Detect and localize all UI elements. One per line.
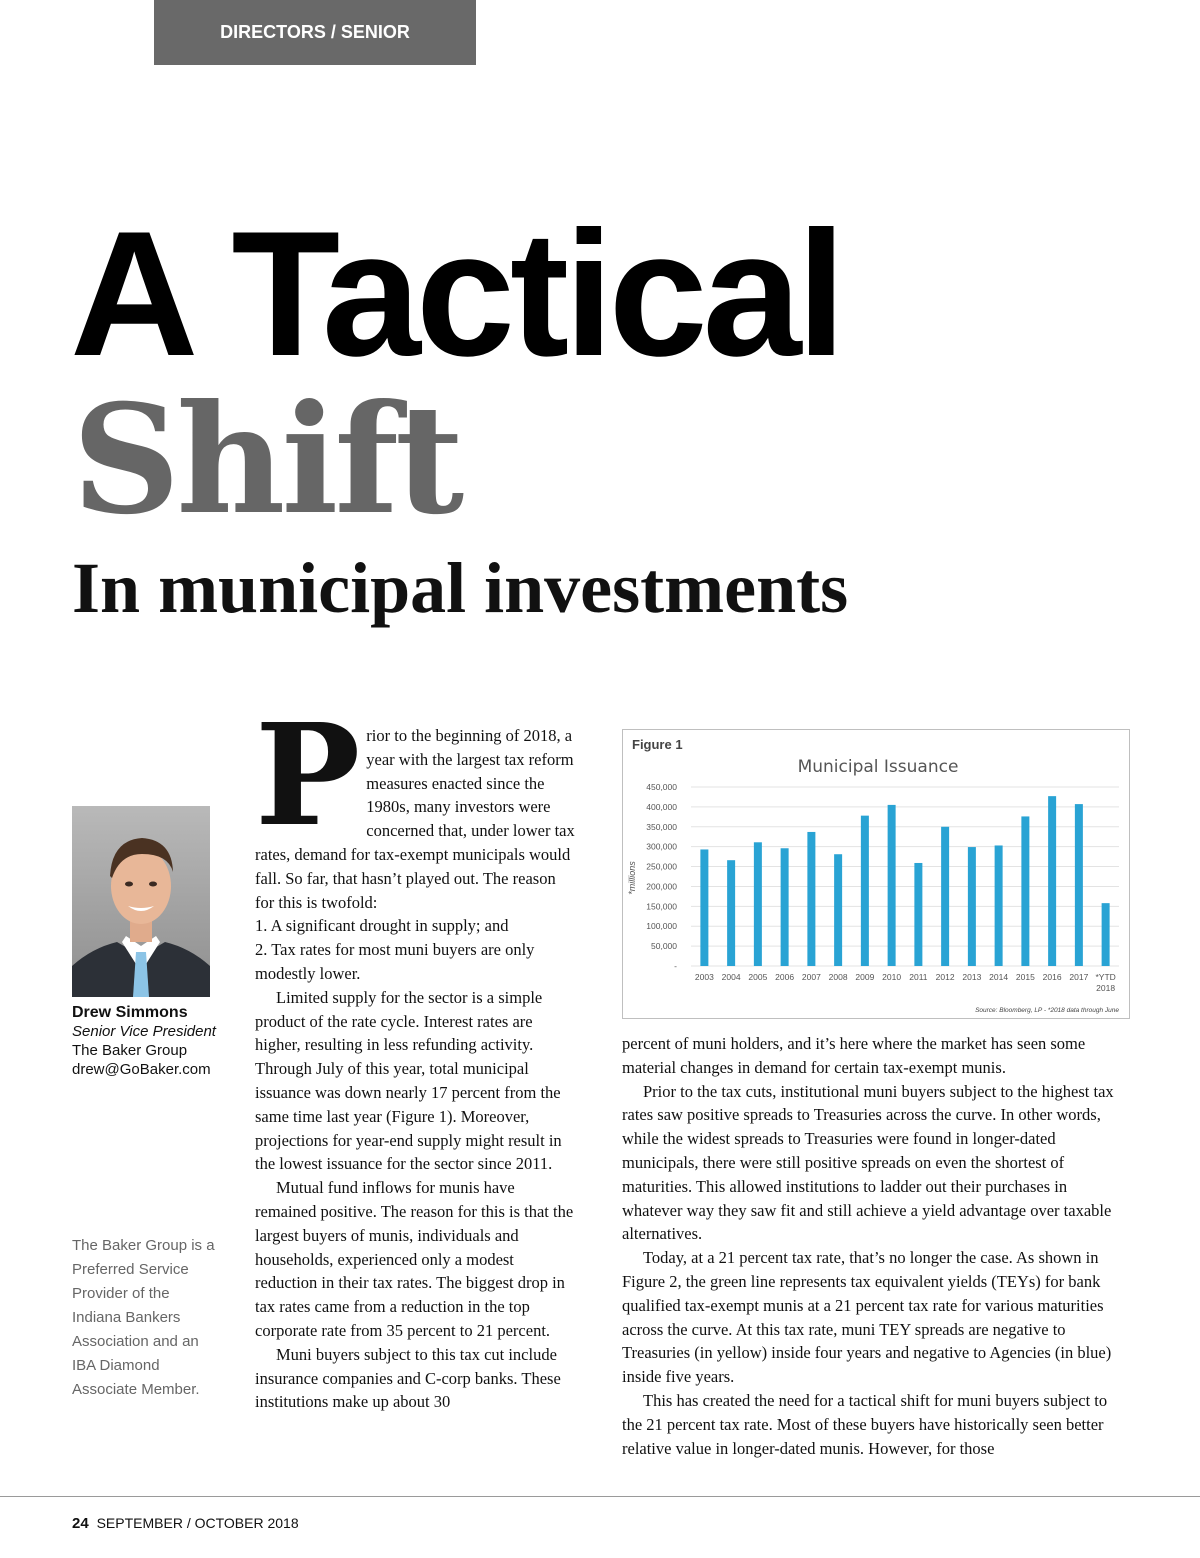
x-tick-label: 2003 [694,972,714,982]
x-tick-label: 2008 [828,972,848,982]
y-tick-label: 400,000 [646,801,677,812]
author-name: Drew Simmons [72,1004,188,1021]
y-tick-label: - [674,961,677,971]
x-tick-label: 2016 [1042,972,1062,982]
x-tick-label: 2018 [1096,983,1116,993]
y-tick-label: 300,000 [646,841,677,852]
article-paragraph: Limited supply for the sector is a simple product of the rate cycle. Interest rates are higher, resulting in less refunding activity. Through July of this year, total municipal issuance was down nearly 17 percent from the same time last year (Figure 1). Moreover, projections for year-end supply might result in the lowest issuance for the sector since 2011. [255,987,562,1174]
bar [834,854,842,966]
x-tick-label: 2009 [855,972,875,982]
bar [807,832,815,966]
article-paragraph: percent of muni holders, and it’s here where the market has seen some material changes in demand for certain tax-exempt munis. [622,1034,1086,1077]
x-tick-label: 2011 [909,972,928,982]
page-footer [72,1515,299,1532]
author-photo [72,806,210,997]
article-column-2 [622,1032,1128,1460]
bar [781,848,789,966]
bar [1102,903,1110,966]
article-paragraph: This has created the need for a tactical shift for muni buyers subject to the 21 percent tax rate. Most of these buyers have historically seen better relative value in longer-dated munis. However, for those [622,1390,1108,1458]
x-tick-label: 2005 [748,972,768,982]
figure-1 [622,729,1130,1019]
footer-divider [0,1496,1200,1497]
author-block [72,1003,216,1079]
article-paragraph: Prior to the tax cuts, institutional muni buyers subject to the highest tax rates saw positive spreads to Treasuries across the curve. In other words, while the widest spreads to Treasuries were found in longer-dated municipals, there were still positive spreads on even the shortest of maturities. This allowed institutions to ladder out their purchases in whatever way they saw fit and still achieve a yield advantage over taxable alternatives. [622,1081,1114,1244]
y-axis-label: *millions [627,861,637,895]
bar [941,827,949,966]
municipal-issuance-chart [623,730,1129,1018]
issue-date: SEPTEMBER / OCTOBER 2018 [96,1515,299,1531]
bar [754,842,762,966]
article-paragraph: Mutual fund inflows for munis have remained positive. The reason for this is that the largest buyers of munis, individuals and households, experienced only a modest reduction in their tax rates. The biggest drop in tax rates came from a reduction in the top corporate rate from 35 percent to 21 percent. [255,1178,574,1340]
article-paragraph: Muni buyers subject to this tax cut include insurance companies and C-corp banks. These institutions make up about 30 [255,1344,561,1412]
figure-label: Figure 1 [632,737,683,752]
drop-cap: P [255,694,361,858]
y-tick-label: 100,000 [646,921,677,932]
bar [995,845,1003,966]
y-tick-label: 200,000 [646,881,677,892]
list-item: 1. A significant drought in supply; and [255,916,509,936]
y-tick-label: 450,000 [646,782,677,792]
article-column-1 [255,694,575,1414]
x-tick-label: 2013 [962,972,982,982]
bar [700,849,708,966]
list-item: 2. Tax rates for most muni buyers are only modestly lower. [255,940,535,983]
x-tick-label: 2014 [989,972,1009,982]
y-tick-label: 250,000 [646,861,677,872]
page-number: 24 [72,1515,89,1532]
subtitle: In municipal investments [72,548,849,628]
bar [727,860,735,966]
x-tick-label: 2010 [882,972,902,982]
bar [1021,816,1029,966]
x-tick-label: 2012 [935,972,955,982]
bar [914,863,922,966]
y-tick-label: 350,000 [646,821,677,832]
bar [968,847,976,966]
headline-line-1: A Tactical [70,194,842,393]
article-paragraph: Today, at a 21 percent tax rate, that’s no longer the case. As shown in Figure 2, the green line represents tax equivalent yields (TEYs) for bank qualified tax-exempt munis at a 21 percent tax rate for various maturities across the curve. At this tax rate, muni TEY spreads are negative to Treasuries (in yellow) inside four years and negative to Agencies (in blue) inside five years. [622,1248,1112,1387]
bar [1048,796,1056,966]
bar [888,805,896,966]
y-tick-label: 50,000 [651,941,677,952]
author-email[interactable]: drew@GoBaker.com [72,1061,211,1078]
article-intro: rior to the beginning of 2018, a year with the largest tax reform measures enacted since the 1980s, many investors were concerned that, under lower tax rates, demand for tax-exempt municipals would fall. So far, that hasn’t played out. The reason for this is twofold: [255,726,575,912]
bar [1075,804,1083,966]
chart-title: Municipal Issuance [797,757,959,777]
y-tick-label: 150,000 [646,901,677,912]
chart-source: Source: Bloomberg, LP - *2018 data through June [975,1007,1119,1014]
author-title: Senior Vice President [72,1023,216,1040]
bar [861,816,869,966]
section-tab: DIRECTORS / SENIOR MANAGEMENT [154,0,476,65]
x-tick-label: *YTD [1095,972,1116,982]
x-tick-label: 2015 [1015,972,1035,982]
x-tick-label: 2004 [721,972,741,982]
author-company: The Baker Group [72,1042,188,1059]
sidebar-note: The Baker Group is a Preferred Service Provider of the Indiana Bankers Association and an IBA Diamond Associate Member. [72,1237,215,1398]
x-tick-label: 2007 [801,972,821,982]
x-tick-label: 2006 [775,972,795,982]
x-tick-label: 2017 [1069,972,1089,982]
headline-line-2: Shift [72,372,461,548]
